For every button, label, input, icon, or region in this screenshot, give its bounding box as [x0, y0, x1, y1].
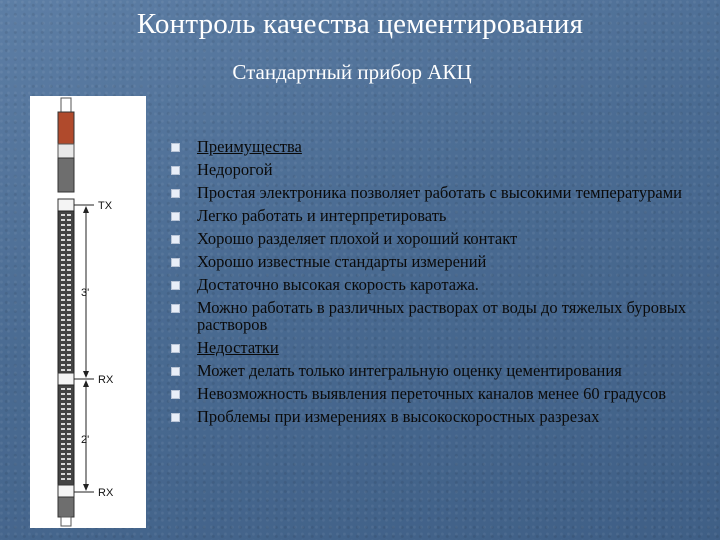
- rx-far-label: RX: [98, 487, 114, 499]
- housing-slot: [67, 339, 71, 341]
- housing-slot: [67, 433, 71, 435]
- list-item: [168, 406, 688, 426]
- tx-label: TX: [98, 200, 113, 212]
- housing-slot: [67, 458, 71, 460]
- bullet-square-icon: [171, 281, 180, 290]
- list-item-text: Простая электроника позволяет работать с высокими температурами: [197, 183, 682, 202]
- housing-slot: [67, 359, 71, 361]
- housing-slot: [61, 254, 65, 256]
- housing-slot: [67, 403, 71, 405]
- list-item: [168, 277, 688, 294]
- tool-housing-lower: [58, 385, 74, 485]
- housing-slot: [67, 413, 71, 415]
- housing-slot: [67, 398, 71, 400]
- housing-slot: [61, 364, 65, 366]
- bullet-square-icon: [171, 189, 180, 198]
- housing-slot: [67, 428, 71, 430]
- housing-slot: [67, 289, 71, 291]
- housing-slot: [61, 234, 65, 236]
- housing-slot: [61, 249, 65, 251]
- housing-slot: [67, 224, 71, 226]
- housing-slot: [61, 229, 65, 231]
- housing-slot: [61, 458, 65, 460]
- list-item: [168, 208, 688, 225]
- housing-slot: [67, 388, 71, 390]
- list-item: [168, 185, 688, 202]
- housing-slot: [61, 294, 65, 296]
- housing-slot: [67, 369, 71, 371]
- housing-slot: [61, 309, 65, 311]
- tool-diagram: [30, 96, 146, 528]
- housing-slot: [67, 408, 71, 410]
- housing-slot: [67, 314, 71, 316]
- housing-slot: [67, 249, 71, 251]
- housing-slot: [61, 418, 65, 420]
- bullet-square-icon: [171, 258, 180, 267]
- housing-slot: [67, 239, 71, 241]
- tool-top-cap: [61, 98, 71, 112]
- housing-slot: [67, 393, 71, 395]
- tool-electronics-section: [58, 158, 74, 192]
- housing-slot: [61, 438, 65, 440]
- housing-slot: [61, 354, 65, 356]
- tool-light-section: [58, 144, 74, 158]
- housing-slot: [61, 299, 65, 301]
- rx-near-label: RX: [98, 374, 114, 386]
- housing-slot: [67, 219, 71, 221]
- housing-slot: [67, 473, 71, 475]
- housing-slot: [61, 433, 65, 435]
- housing-slot: [67, 463, 71, 465]
- bullet-square-icon: [171, 143, 180, 152]
- list-item: [168, 231, 688, 248]
- housing-slot: [67, 259, 71, 261]
- bullet-square-icon: [171, 166, 180, 175]
- housing-slot: [61, 349, 65, 351]
- housing-slot: [67, 254, 71, 256]
- housing-slot: [67, 443, 71, 445]
- tool-bottom-cap: [61, 517, 71, 526]
- housing-slot: [61, 324, 65, 326]
- housing-slot: [61, 428, 65, 430]
- rx-far-transducer: [58, 485, 74, 497]
- housing-slot: [61, 413, 65, 415]
- housing-slot: [61, 259, 65, 261]
- housing-slot: [67, 244, 71, 246]
- housing-slot: [67, 214, 71, 216]
- housing-slot: [61, 403, 65, 405]
- housing-slot: [61, 359, 65, 361]
- housing-slot: [67, 234, 71, 236]
- housing-slot: [61, 269, 65, 271]
- list-item-text: Проблемы при измерениях в высокоскоростных разрезах: [197, 406, 600, 426]
- list-item-text: Может делать только интегральную оценку цементирования: [197, 360, 622, 380]
- housing-slot: [67, 299, 71, 301]
- list-item-text: Достаточно высокая скорость каротажа.: [197, 275, 479, 294]
- list-item: [168, 254, 688, 271]
- housing-slot: [61, 289, 65, 291]
- housing-slot: [61, 279, 65, 281]
- housing-slot: [67, 448, 71, 450]
- housing-slot: [67, 364, 71, 366]
- list-item: [168, 300, 688, 333]
- housing-slot: [67, 294, 71, 296]
- section-heading-item: [168, 337, 688, 357]
- housing-slot: [67, 344, 71, 346]
- bullet-square-icon: [171, 212, 180, 221]
- list-item-text: Хорошо разделяет плохой и хороший контакт: [197, 229, 518, 248]
- spacing-label-rx-rx: 2': [81, 434, 90, 446]
- tool-red-section: [58, 112, 74, 144]
- list-item-text: Можно работать в различных растворах от воды до тяжелых буровых растворов: [197, 298, 687, 334]
- housing-slot: [67, 334, 71, 336]
- tx-transducer: [58, 199, 74, 211]
- spacing-label-tx-rx: 3': [81, 287, 90, 299]
- housing-slot: [61, 344, 65, 346]
- housing-slot: [61, 284, 65, 286]
- list-item: [168, 383, 688, 403]
- list-item-text: Хорошо известные стандарты измерений: [197, 252, 487, 271]
- list-item-text: Недостатки: [197, 337, 279, 357]
- housing-slot: [61, 388, 65, 390]
- housing-slot: [61, 224, 65, 226]
- section-heading-item: [168, 139, 688, 156]
- housing-slot: [61, 478, 65, 480]
- bullet-square-icon: [171, 367, 180, 376]
- rx-near-transducer: [58, 373, 74, 385]
- housing-slot: [61, 304, 65, 306]
- housing-slot: [67, 423, 71, 425]
- list-item-text: Преимущества: [197, 137, 302, 156]
- housing-slot: [67, 453, 71, 455]
- housing-slot: [61, 448, 65, 450]
- housing-slot: [61, 314, 65, 316]
- housing-slot: [67, 324, 71, 326]
- housing-slot: [67, 269, 71, 271]
- housing-slot: [61, 423, 65, 425]
- slide-title: Контроль качества цементирования: [136, 8, 584, 40]
- tool-bottom-section: [58, 497, 74, 517]
- housing-slot: [61, 214, 65, 216]
- housing-slot: [61, 319, 65, 321]
- housing-slot: [61, 443, 65, 445]
- housing-slot: [61, 334, 65, 336]
- housing-slot: [67, 319, 71, 321]
- list-item-text: Недорогой: [197, 160, 273, 179]
- list-item-text: Легко работать и интерпретировать: [197, 206, 447, 225]
- housing-slot: [67, 309, 71, 311]
- housing-slot: [67, 304, 71, 306]
- housing-slot: [61, 408, 65, 410]
- bullet-square-icon: [171, 390, 180, 399]
- bullet-square-icon: [171, 304, 180, 313]
- housing-slot: [67, 274, 71, 276]
- bullet-square-icon: [171, 413, 180, 422]
- housing-slot: [67, 229, 71, 231]
- tool-housing-upper: [58, 211, 74, 373]
- housing-slot: [61, 473, 65, 475]
- housing-slot: [61, 463, 65, 465]
- bullet-square-icon: [171, 344, 180, 353]
- housing-slot: [61, 453, 65, 455]
- housing-slot: [61, 393, 65, 395]
- housing-slot: [61, 329, 65, 331]
- bullet-list: [168, 139, 688, 432]
- housing-slot: [61, 468, 65, 470]
- housing-slot: [61, 274, 65, 276]
- housing-slot: [61, 339, 65, 341]
- housing-slot: [61, 244, 65, 246]
- list-item: [168, 162, 688, 179]
- housing-slot: [67, 349, 71, 351]
- housing-slot: [67, 354, 71, 356]
- housing-slot: [61, 239, 65, 241]
- list-item: [168, 360, 688, 380]
- housing-slot: [67, 418, 71, 420]
- housing-slot: [61, 264, 65, 266]
- housing-slot: [61, 219, 65, 221]
- housing-slot: [67, 438, 71, 440]
- list-item-text: Невозможность выявления переточных каналов менее 60 градусов: [197, 383, 667, 403]
- housing-slot: [67, 284, 71, 286]
- housing-slot: [67, 329, 71, 331]
- bullet-square-icon: [171, 235, 180, 244]
- housing-slot: [61, 398, 65, 400]
- housing-slot: [67, 264, 71, 266]
- slide-subtitle: Стандартный прибор АКЦ: [232, 60, 472, 84]
- housing-slot: [67, 279, 71, 281]
- housing-slot: [67, 468, 71, 470]
- tool-diagram-panel: [30, 96, 146, 528]
- housing-slot: [67, 478, 71, 480]
- housing-slot: [61, 369, 65, 371]
